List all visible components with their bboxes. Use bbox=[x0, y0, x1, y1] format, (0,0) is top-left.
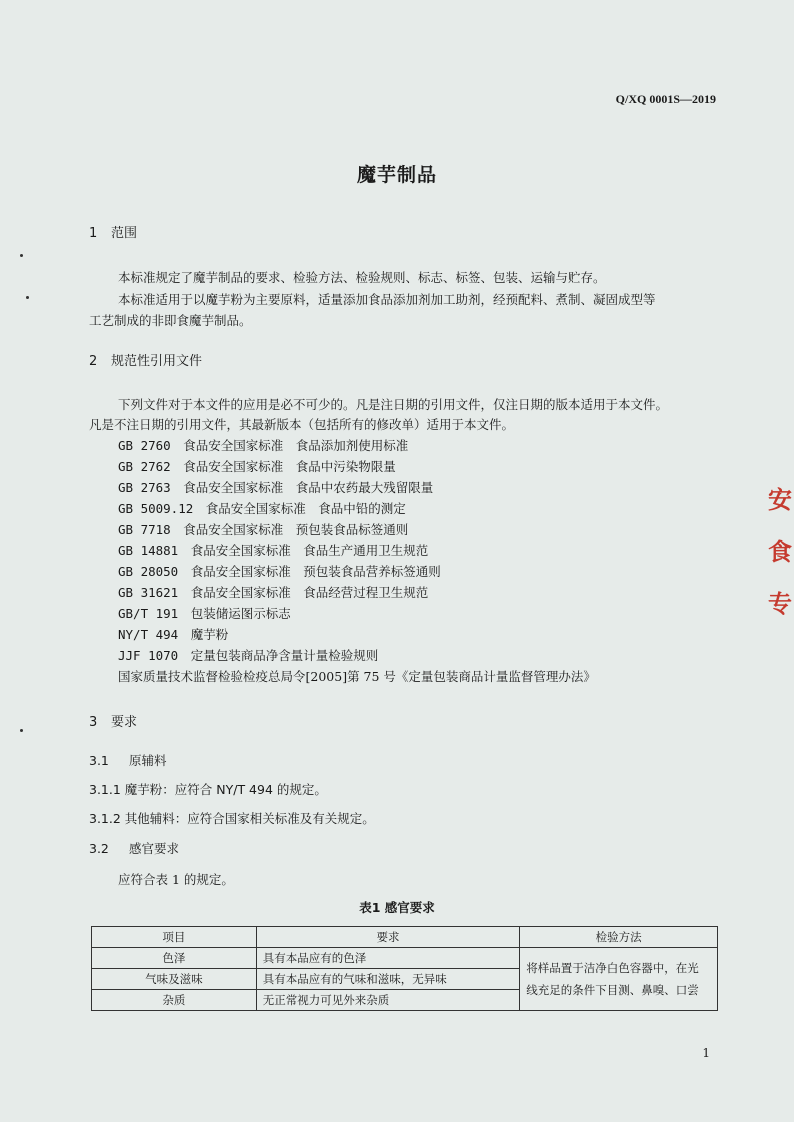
table-row bbox=[92, 948, 718, 969]
section-number: 2 bbox=[89, 354, 98, 369]
header-cell: 检验方法 bbox=[520, 927, 718, 948]
method-line: 将样品置于洁净白色容器中，在光 bbox=[526, 961, 699, 975]
reference-code: GB 2762 bbox=[118, 459, 171, 474]
subsection-3-1-heading bbox=[89, 751, 167, 769]
reference-name: 包装储运图示标志 bbox=[190, 606, 291, 621]
reference-name: 食品安全国家标准 食品中铅的测定 bbox=[205, 501, 406, 516]
page-number: 1 bbox=[702, 1046, 710, 1060]
reference-name: 食品安全国家标准 预包装食品营养标签通则 bbox=[190, 564, 441, 579]
reference-code: GB/T 191 bbox=[118, 606, 179, 621]
subsection-3-2-heading bbox=[89, 839, 179, 857]
reference-item bbox=[118, 604, 291, 622]
scan-speck bbox=[26, 296, 29, 299]
clause-3-1-2: 3.1.2 其他辅料：应符合国家相关标准及有关规定。 bbox=[89, 811, 375, 826]
paragraph: 凡是不注日期的引用文件，其最新版本（包括所有的修改单）适用于本文件。 bbox=[89, 417, 515, 432]
reference-name: 定量包装商品净含量计量检验规则 bbox=[190, 648, 379, 663]
reference-item bbox=[118, 583, 428, 601]
subsection-title: 原辅料 bbox=[129, 753, 167, 768]
method-line: 线充足的条件下目测、鼻嗅、口尝 bbox=[526, 983, 699, 997]
reference-item bbox=[118, 499, 406, 517]
clause-3-1-1: 3.1.1 魔芋粉：应符合 NY/T 494 的规定。 bbox=[89, 782, 327, 797]
seal-char: 安 bbox=[768, 485, 792, 514]
reference-name: 食品安全国家标准 食品经营过程卫生规范 bbox=[190, 585, 429, 600]
item-cell: 色泽 bbox=[92, 948, 257, 969]
requirement-cell: 具有本品应有的气味和滋味，无异味 bbox=[256, 969, 520, 990]
item-cell: 气味及滋味 bbox=[92, 969, 257, 990]
reference-name: 食品安全国家标准 食品生产通用卫生规范 bbox=[190, 543, 429, 558]
subsection-number: 3.1 bbox=[89, 753, 109, 768]
reference-code: NY/T 494 bbox=[118, 627, 179, 642]
paragraph: 工艺制成的非即食魔芋制品。 bbox=[89, 313, 252, 328]
section-title: 规范性引用文件 bbox=[111, 354, 203, 369]
reference-name: 魔芋粉 bbox=[190, 627, 229, 642]
reference-code: GB 14881 bbox=[118, 543, 179, 558]
requirement-cell: 具有本品应有的色泽 bbox=[256, 948, 520, 969]
seal-char: 专 bbox=[768, 589, 792, 618]
reference-code: GB 7718 bbox=[118, 522, 171, 537]
reference-name: 食品安全国家标准 预包装食品标签通则 bbox=[183, 522, 409, 537]
reference-code: GB 31621 bbox=[118, 585, 179, 600]
reference-item bbox=[118, 625, 228, 643]
reference-item bbox=[118, 478, 433, 496]
reference-code: GB 2760 bbox=[118, 438, 171, 453]
document-title: 魔芋制品 bbox=[356, 164, 437, 186]
header-cell: 项目 bbox=[92, 927, 257, 948]
seal-char: 食 bbox=[768, 537, 792, 566]
reference-item: 国家质量技术监督检验检疫总局令[2005]第 75 号《定量包装商品计量监督管理办法》 bbox=[118, 669, 596, 684]
paragraph: 本标准规定了魔芋制品的要求、检验方法、检验规则、标志、标签、包装、运输与贮存。 bbox=[118, 270, 606, 285]
header-cell: 要求 bbox=[256, 927, 520, 948]
reference-code: JJF 1070 bbox=[118, 648, 179, 663]
reference-code: GB 28050 bbox=[118, 564, 179, 579]
subsection-title: 感官要求 bbox=[129, 841, 180, 856]
section-1-heading bbox=[89, 222, 137, 241]
subsection-number: 3.2 bbox=[89, 841, 109, 856]
section-2-heading bbox=[89, 350, 202, 369]
reference-name: 食品安全国家标准 食品中农药最大残留限量 bbox=[183, 480, 434, 495]
reference-code: GB 5009.12 bbox=[118, 501, 194, 516]
section-title: 要求 bbox=[111, 715, 138, 730]
requirement-cell: 无正常视力可见外来杂质 bbox=[256, 990, 520, 1011]
reference-code: GB 2763 bbox=[118, 480, 171, 495]
table-header-row bbox=[92, 927, 718, 948]
scan-speck bbox=[20, 254, 23, 257]
method-cell bbox=[520, 948, 718, 1011]
section-title: 范围 bbox=[111, 226, 138, 241]
section-3-heading bbox=[89, 711, 137, 730]
scan-speck bbox=[20, 729, 23, 732]
standard-number: Q/XQ 0001S—2019 bbox=[615, 92, 716, 106]
reference-item bbox=[118, 520, 408, 538]
paragraph: 本标准适用于以魔芋粉为主要原料，适量添加食品添加剂加工助剂，经预配料、煮制、凝固成型等 bbox=[118, 292, 656, 307]
table-title: 表1 感官要求 bbox=[359, 900, 435, 915]
reference-item bbox=[118, 457, 396, 475]
paragraph: 下列文件对于本文件的应用是必不可少的。凡是注日期的引用文件，仅注日期的版本适用于本文件。 bbox=[118, 397, 669, 412]
reference-name: 食品安全国家标准 食品中污染物限量 bbox=[183, 459, 396, 474]
reference-item bbox=[118, 436, 408, 454]
paragraph: 应符合表 1 的规定。 bbox=[118, 872, 234, 887]
reference-item bbox=[118, 541, 428, 559]
reference-item bbox=[118, 562, 441, 580]
seal-stamp bbox=[760, 480, 794, 650]
section-number: 1 bbox=[89, 226, 98, 241]
item-cell: 杂质 bbox=[92, 990, 257, 1011]
reference-item bbox=[118, 646, 378, 664]
sensory-requirements-table bbox=[91, 926, 718, 1011]
section-number: 3 bbox=[89, 715, 98, 730]
reference-name: 食品安全国家标准 食品添加剂使用标准 bbox=[183, 438, 409, 453]
